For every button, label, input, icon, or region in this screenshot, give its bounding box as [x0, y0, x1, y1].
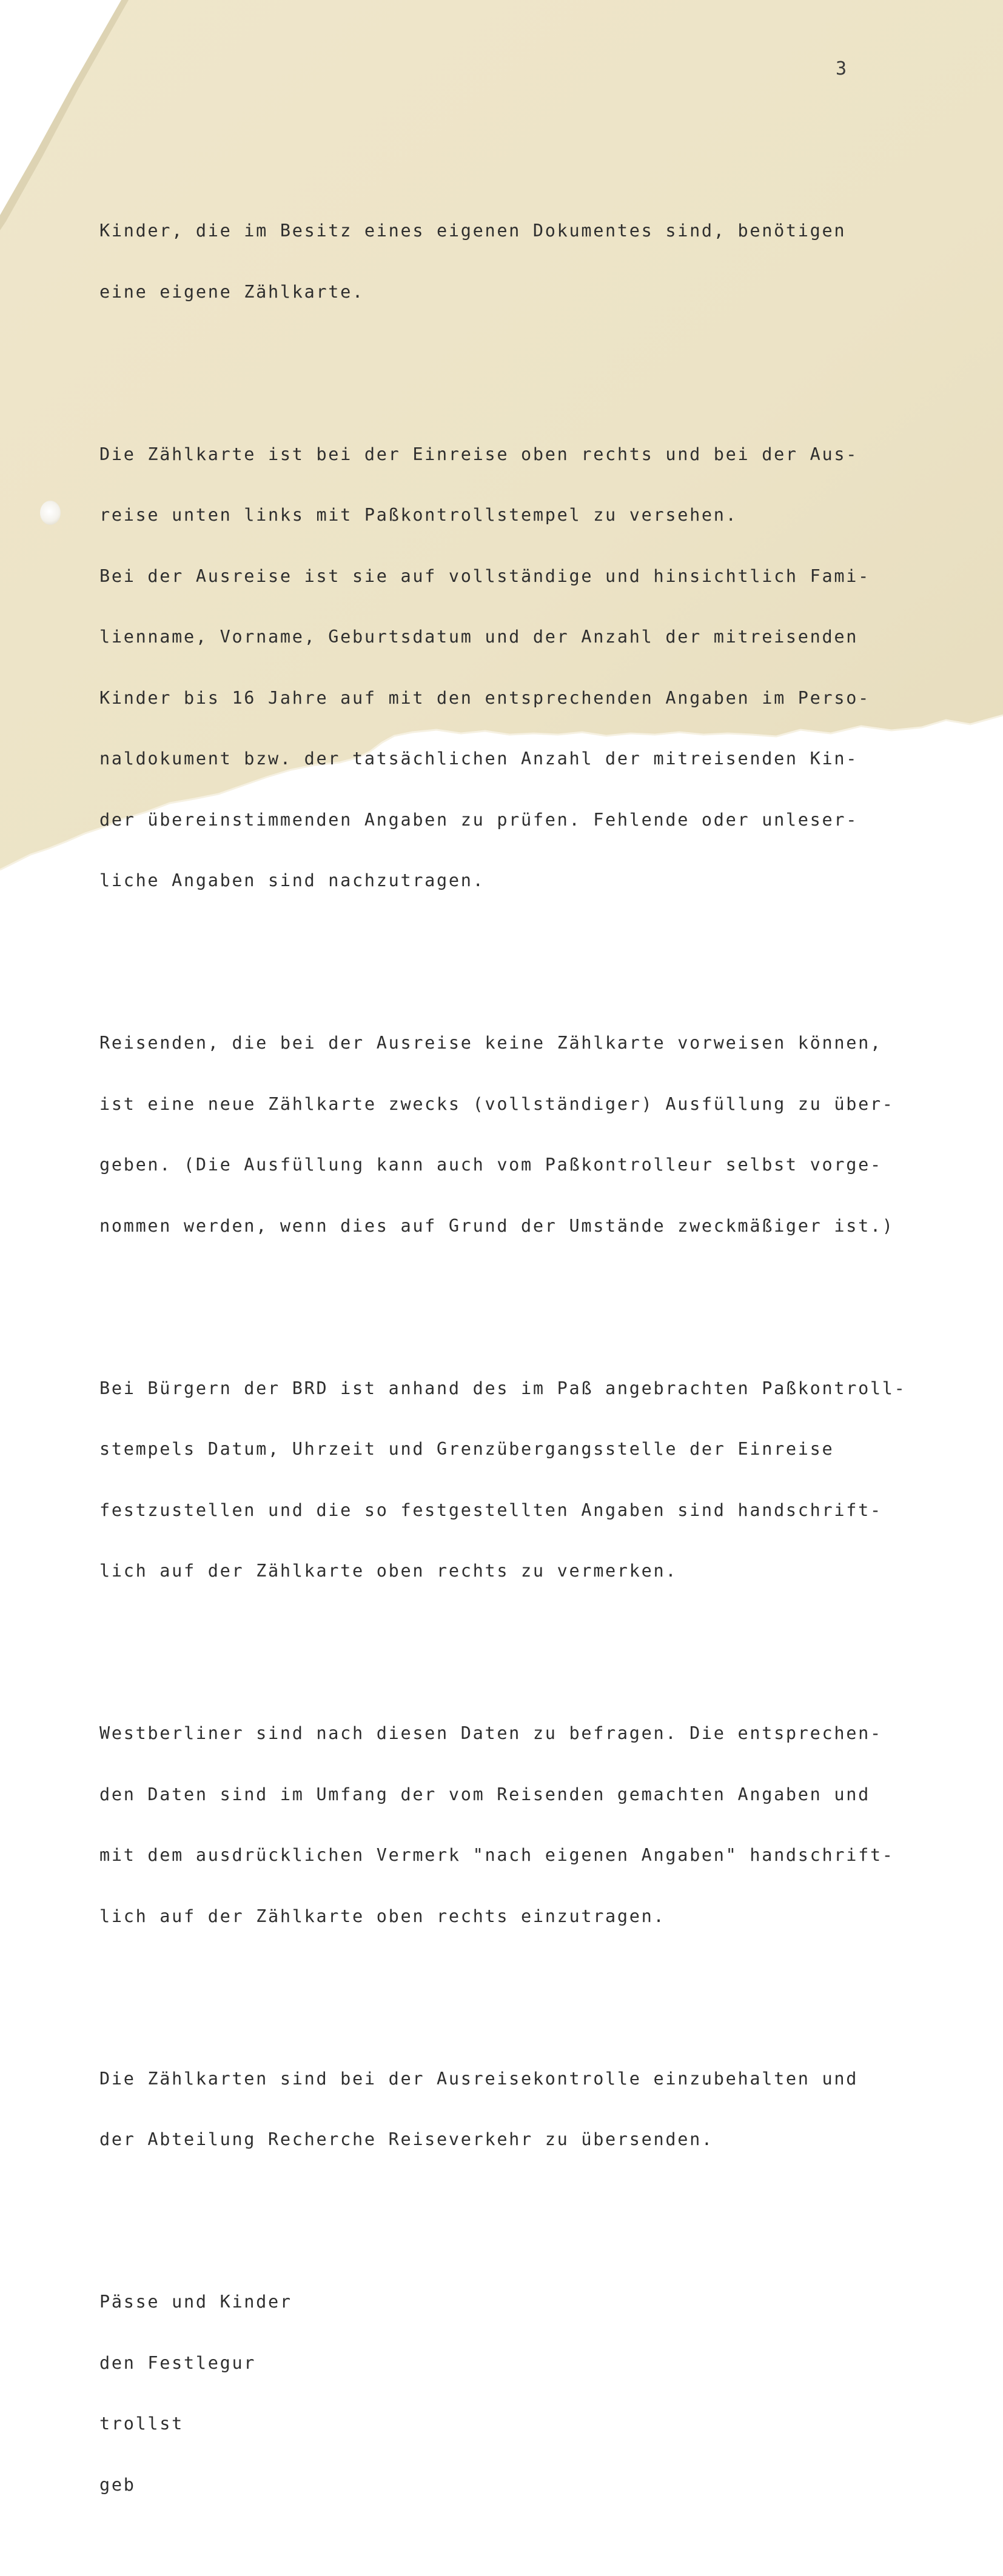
- text-line: geb: [99, 2474, 136, 2495]
- text-line: geben. (Die Ausfüllung kann auch vom Paßkontrolleur selbst vorge-: [99, 1155, 882, 1175]
- text-line: lienname, Vorname, Geburtsdatum und der Anzahl der mitreisenden: [99, 627, 859, 647]
- text-line: Westberliner sind nach diesen Daten zu befragen. Die entsprechen-: [99, 1723, 882, 1743]
- paragraph-westberliner: [99, 1683, 948, 1967]
- text-line: Kinder bis 16 Jahre auf mit den entsprechenden Angaben im Perso-: [99, 687, 870, 708]
- punch-hole: [40, 501, 61, 525]
- text-line: Die Zählkarte ist bei der Einreise oben rechts und bei der Aus-: [99, 444, 859, 464]
- text-line: Kinder, die im Besitz eines eigenen Dokumentes sind, benötigen: [99, 221, 847, 241]
- text-line: reise unten links mit Paßkontrollstempel zu versehen.: [99, 505, 738, 525]
- text-line: Die Zählkarten sind bei der Ausreisekontrolle einzubehalten und: [99, 2068, 859, 2089]
- text-line: Reisenden, die bei der Ausreise keine Zählkarte vorweisen können,: [99, 1033, 882, 1053]
- paragraph-brd-citizens: [99, 1338, 948, 1622]
- text-line: ist eine neue Zählkarte zwecks (vollständiger) Ausfüllung zu über-: [99, 1093, 894, 1114]
- text-line: liche Angaben sind nachzutragen.: [99, 870, 485, 890]
- text-line: den Daten sind im Umfang der vom Reisenden gemachten Angaben und: [99, 1784, 870, 1804]
- paragraph-retention: [99, 2028, 948, 2191]
- text-line: festzustellen und die so festgestellten Angaben sind handschrift-: [99, 1500, 882, 1520]
- paragraph-children-cards: [99, 180, 948, 342]
- text-line: Bei der Ausreise ist sie auf vollständige und hinsichtlich Fami-: [99, 566, 870, 586]
- text-line: mit dem ausdrücklichen Vermerk "nach eigenen Angaben" handschrift-: [99, 1845, 894, 1865]
- text-line: lich auf der Zählkarte oben rechts zu vermerken.: [99, 1561, 678, 1581]
- text-line: lich auf der Zählkarte oben rechts einzutragen.: [99, 1906, 666, 1926]
- paragraph-stamping-rules: [99, 404, 948, 932]
- text-line: den Festlegur: [99, 2352, 257, 2373]
- text-line: trollst: [99, 2414, 184, 2434]
- text-line: Pässe und Kinder: [99, 2292, 292, 2312]
- paragraph-new-card: [99, 992, 948, 1276]
- text-line: eine eigene Zählkarte.: [99, 281, 364, 302]
- text-line: der übereinstimmenden Angaben zu prüfen. Fehlende oder unleser-: [99, 809, 859, 830]
- text-line: naldokument bzw. der tatsächlichen Anzahl der mitreisenden Kin-: [99, 749, 859, 769]
- text-line: Bei Bürgern der BRD ist anhand des im Paß angebrachten Paßkontroll-: [99, 1378, 907, 1398]
- page-number: 3: [836, 58, 847, 79]
- paragraph-torn-fragment: [99, 2251, 948, 2535]
- text-line: nommen werden, wenn dies auf Grund der Umstände zweckmäßiger ist.): [99, 1215, 894, 1236]
- text-line: stempels Datum, Uhrzeit und Grenzübergangsstelle der Einreise: [99, 1439, 834, 1459]
- typed-text-body: [99, 139, 948, 2576]
- text-line: der Abteilung Recherche Reiseverkehr zu übersenden.: [99, 2129, 714, 2149]
